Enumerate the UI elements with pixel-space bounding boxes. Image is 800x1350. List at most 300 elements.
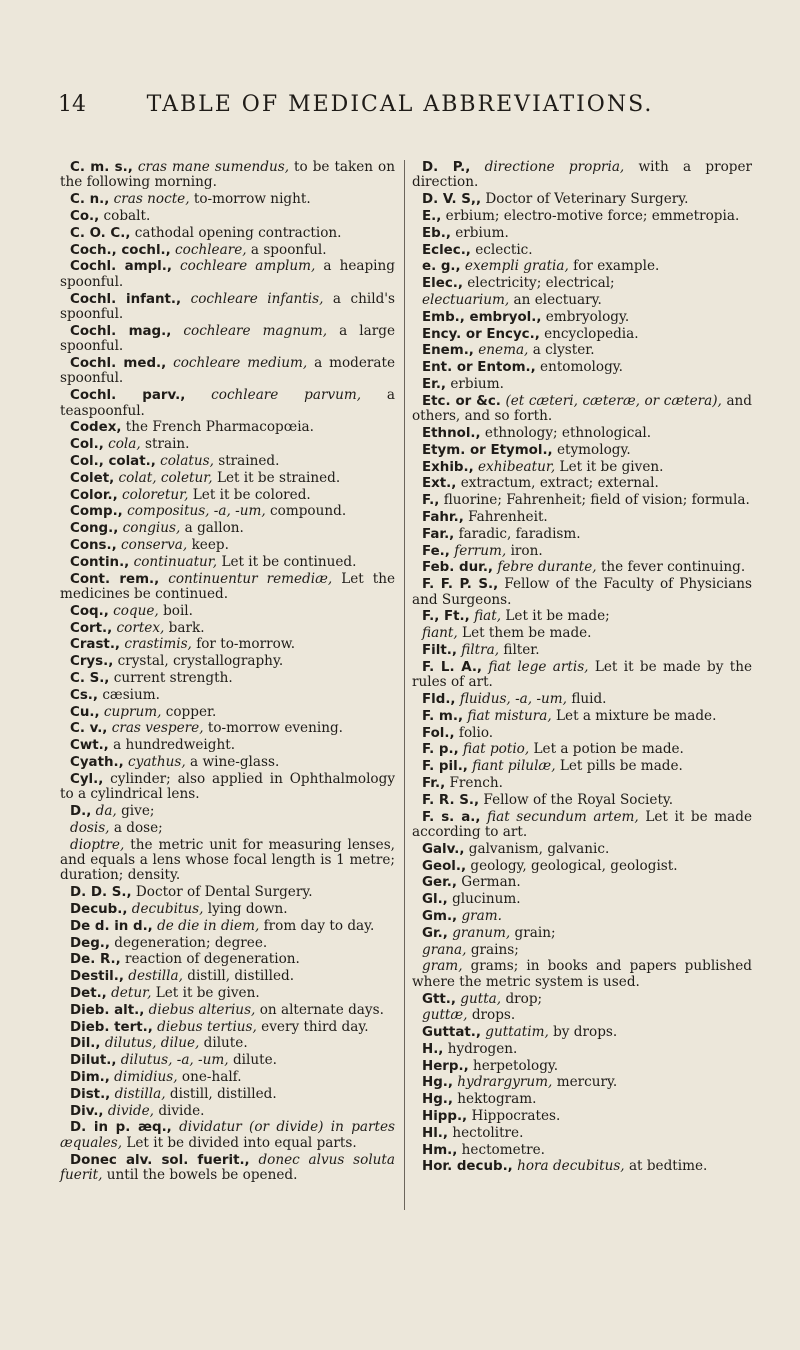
abbreviation-entry [412,360,752,375]
latin-term: febre durante, [497,559,597,576]
abbreviation: Crys., [70,654,114,670]
abbreviation: F., Ft., [422,609,470,625]
abbreviation: Cwt., [70,738,109,754]
abbreviation-entry [412,875,752,890]
meaning-text: Let them be made. [462,625,592,642]
abbreviation-entry [60,488,395,503]
latin-term: dividatur (or divide) in partes æquales, [60,1119,395,1151]
latin-term: electuarium, [422,291,510,308]
meaning-text: Let the medicines be continued. [60,570,396,602]
meaning-text: a child's spoonful. [60,290,395,322]
meaning-text: hydrogen. [447,1040,518,1057]
abbreviation-entry [60,688,395,703]
meaning-text: Fellow of the Royal Society. [483,791,674,808]
meaning-text: iron. [510,542,543,559]
meaning-text: the French Pharmacopœia. [125,419,314,436]
abbreviation: Fe., [422,543,450,559]
latin-term: cras vespere, [111,720,204,737]
latin-term: detur, [111,984,152,1001]
abbreviation-entry [60,705,395,720]
abbreviation-entry [60,969,395,984]
abbreviation-entry [412,443,752,458]
abbreviation-entry [60,1003,395,1018]
meaning-text: a dose; [113,819,163,836]
latin-term: cochleare parvum, [211,387,362,404]
meaning-text: by drops. [553,1024,618,1041]
abbreviation: D. V. S,, [422,192,482,208]
abbreviation: Cyath., [70,754,124,770]
abbreviation: De. R., [70,952,121,968]
latin-term: de die in diem, [157,917,260,934]
abbreviation-entry [60,1053,395,1068]
meaning-text: grains; [470,941,519,958]
meaning-text: Fellow of the Faculty of Physicians and Surgeons. [412,576,752,608]
abbreviation: D., [70,803,92,819]
abbreviation-entry [412,759,752,774]
right-column [412,160,752,1176]
abbreviation: Gr., [422,925,448,941]
meaning-text: Let it be made; [505,608,610,625]
abbreviation-entry [412,742,752,757]
abbreviation: Etc. or &c. [422,393,501,409]
latin-term: diebus tertius, [157,1018,257,1035]
meaning-text: erbium; electro-motive force; emmetropia. [445,208,740,224]
meaning-text: at bedtime. [628,1158,708,1175]
meaning-text: French. [449,774,503,791]
abbreviation-entry [412,626,752,641]
latin-term: enema, [478,342,529,359]
abbreviation: Contin., [70,554,130,570]
abbreviation-entry [412,1143,752,1158]
meaning-text: Let it be given. [155,984,260,1001]
abbreviation-entry [412,776,752,791]
abbreviation-entry [412,842,752,857]
meaning-text: Let it be strained. [216,469,341,486]
abbreviation: Codex, [70,420,122,436]
abbreviation: Dist., [70,1086,111,1102]
abbreviation: Coch., cochl., [70,242,171,258]
meaning-text: Let it be made by the rules of art. [412,658,752,691]
abbreviation: Hl., [422,1125,448,1141]
meaning-text: filter. [503,641,540,658]
meaning-text: eclectic. [475,241,533,258]
abbreviation: Cochl. parv., [70,388,186,404]
abbreviation-entry [60,555,395,570]
meaning-text: fluorine; Fahrenheit; field of vision; formula. [443,492,750,509]
meaning-text: compound. [270,503,347,520]
abbreviation-entry [412,859,752,874]
meaning-text: a teaspoonful. [60,387,395,419]
abbreviation: Colet, [70,470,115,486]
abbreviation-entry [412,1109,752,1124]
meaning-text: hectolitre. [452,1124,524,1141]
meaning-text: reaction of degeneration. [125,951,300,968]
latin-term: dioptre, [70,836,125,853]
abbreviation: Emb., embryol., [422,309,542,325]
abbreviation: F. F. P. S., [422,577,499,593]
abbreviation-entry [412,560,752,575]
abbreviation-entry [412,527,752,542]
latin-term: cochleare, [175,241,247,258]
latin-term: cuprum, [103,703,162,720]
latin-term: ferrum, [454,542,507,559]
abbreviation: Gm., [422,908,458,924]
meaning-text: electricity; electrical; [467,275,615,292]
abbreviation: Fld., [422,691,456,707]
meaning-text: the metric unit for measuring lenses, and equals a lens whose focal length is 1 metre; duration; density. [60,836,396,884]
abbreviation-entry [60,226,395,241]
abbreviation: Eb., [422,225,451,241]
latin-term: colat, coletur, [118,469,213,486]
abbreviation-entry [412,544,752,559]
meaning-text: bark. [168,619,205,636]
abbreviation: F. p., [422,742,459,758]
meaning-text: for example. [573,258,660,275]
abbreviation: Hg., [422,1075,453,1091]
abbreviation-entry [412,192,752,207]
abbreviation-entry [60,521,395,536]
latin-term: cyathus, [128,753,186,770]
abbreviation-entry [60,471,395,486]
abbreviation: Cons., [70,537,117,553]
abbreviation-entry [60,721,395,736]
meaning-text: Doctor of Veterinary Surgery. [485,191,689,208]
latin-term: coque, [113,602,159,619]
abbreviation-entry [412,1092,752,1107]
abbreviation: Dim., [70,1069,110,1085]
abbreviation: D. P., [422,160,471,175]
meaning-text: divide. [158,1102,205,1119]
abbreviation: Decub., [70,901,128,917]
abbreviation: Donec alv. sol. fuerit., [70,1152,250,1168]
abbreviation-entry [412,493,752,508]
latin-term: exhibeatur, [478,458,556,475]
latin-term: destilla, [128,968,183,985]
abbreviation: Cs., [70,687,98,703]
abbreviation-entry [412,959,752,990]
latin-term: distilla, [114,1085,166,1102]
meaning-text: German. [461,874,521,891]
abbreviation: Dieb. alt., [70,1002,145,1018]
meaning-text: glucinum. [452,891,521,908]
abbreviation: Hm., [422,1142,458,1158]
abbreviation-entry [412,810,752,841]
abbreviation-entry [412,259,752,274]
meaning-text: dilute. [203,1035,248,1052]
column-divider [404,160,405,1210]
abbreviation: H., [422,1041,444,1057]
abbreviation-entry [60,356,395,387]
abbreviation-entry [60,772,395,803]
latin-term: cochleare magnum, [183,322,328,339]
abbreviation: e. g., [422,259,461,275]
abbreviation-entry [60,538,395,553]
latin-term: divide, [107,1102,154,1119]
latin-term: decubitus, [131,900,204,917]
abbreviation: Co., [70,209,100,224]
abbreviation: Coq., [70,603,109,619]
meaning-text: dilute. [232,1052,277,1069]
abbreviation-entry [60,259,395,290]
latin-term: cochleare amplum, [180,258,316,275]
abbreviation-entry [60,902,395,917]
abbreviation: Hipp., [422,1109,468,1125]
abbreviation-entry [412,793,752,808]
latin-term: cochleare infantis, [190,290,324,307]
meaning-text: a large spoonful. [60,322,395,355]
abbreviation-entry [60,160,395,191]
latin-term: fiat potio, [463,741,530,758]
meaning-text: extractum, extract; external. [460,475,659,492]
abbreviation: Hor. decub., [422,1159,513,1175]
latin-term: (et cæteri, cæteræ, or cætera), [505,392,722,409]
meaning-text: hektogram. [457,1091,537,1108]
abbreviation-entry [412,1075,752,1090]
abbreviation-entry [60,192,395,207]
meaning-text: for to-morrow. [196,636,296,653]
abbreviation-entry [412,892,752,907]
abbreviation-entry [60,292,395,323]
abbreviation-entry [60,1153,395,1184]
left-column [60,160,395,1185]
abbreviation: Gl., [422,892,448,908]
abbreviation: Ext., [422,476,457,492]
abbreviation-entry [412,992,752,1007]
latin-term: fiat, [474,608,502,625]
abbreviation: Crast., [70,637,121,653]
meaning-text: copper. [165,703,217,720]
meaning-text: Let it be colored. [192,486,311,503]
abbreviation: Herp., [422,1058,469,1074]
abbreviation: Ger., [422,875,457,891]
abbreviation-entry [60,738,395,753]
latin-term: continuatur, [133,553,218,570]
meaning-text: Let it be continued. [221,553,357,570]
abbreviation: Enem., [422,343,474,359]
abbreviation-entry [60,936,395,951]
latin-term: dilutus, dilue, [104,1035,200,1052]
meaning-text: Let pills be made. [559,758,683,775]
abbreviation: F., [422,493,440,509]
meaning-text: strained. [218,453,280,469]
abbreviation: Far., [422,526,455,542]
abbreviation: Comp., [70,504,123,520]
meaning-text: degeneration; degree. [114,934,268,951]
abbreviation-entry [60,1087,395,1102]
abbreviation: D. in p. æq., [70,1120,172,1136]
abbreviation-entry [412,909,752,924]
abbreviation: Deg., [70,935,110,951]
latin-term: fiant, [422,625,458,642]
meaning-text: Let a potion be made. [533,741,684,758]
abbreviation: D. D. S., [70,885,132,901]
abbreviation: F. s. a., [422,809,481,825]
meaning-text: drops. [471,1007,516,1024]
meaning-text: with a proper direction. [412,159,752,191]
latin-term: diebus alterius, [148,1001,256,1018]
latin-term: cochleare medium, [173,355,308,371]
latin-term: colatus, [160,453,214,469]
meaning-text: cæsium. [102,686,160,703]
abbreviation: Col., [70,437,104,453]
abbreviation: C. O. C., [70,225,131,241]
abbreviation: De d. in d., [70,918,153,934]
latin-term: grana, [422,941,467,958]
abbreviation: Ethnol., [422,425,481,441]
abbreviation-entry [60,324,395,355]
abbreviation: Exhib., [422,459,474,475]
latin-term: cortex, [116,619,165,636]
meaning-text: encyclopedia. [544,325,639,342]
abbreviation: Cong., [70,521,119,537]
abbreviation-entry [412,1042,752,1057]
page-header [40,92,760,122]
abbreviation-entry [412,943,752,958]
abbreviation: Div., [70,1103,104,1119]
abbreviation: Cochl. med., [70,356,167,371]
meaning-text: on alternate days. [259,1001,384,1018]
meaning-text: galvanism, galvanic. [468,840,610,857]
latin-term: filtra, [461,641,500,658]
latin-term: guttæ, [422,1007,468,1024]
abbreviation: Color., [70,487,118,503]
abbreviation: Elec., [422,276,463,292]
abbreviation: Cyl., [70,771,104,787]
latin-term: donec alvus soluta fuerit, [60,1151,395,1183]
meaning-text: the fever continuing. [600,559,746,576]
latin-term: directione propria, [484,159,625,175]
abbreviation: Ent. or Entom., [422,360,536,376]
meaning-text: an electuary. [513,291,602,308]
latin-term: fiant pilulæ, [472,758,556,775]
abbreviation-entry [412,293,752,308]
abbreviation-entry [412,1059,752,1074]
meaning-text: one-half. [181,1068,242,1085]
page-number: 14 [58,92,86,117]
meaning-text: Let it be given. [559,458,664,475]
latin-term: hora decubitus, [517,1158,625,1175]
abbreviation-entry [60,986,395,1001]
abbreviation: Geol., [422,858,467,874]
latin-term: congius, [122,520,181,537]
meaning-text: drop; [505,990,543,1007]
meaning-text: cathodal opening contraction. [134,224,342,241]
meaning-text: a spoonful. [250,241,327,258]
abbreviation-entry [412,1008,752,1023]
meaning-text: Let a mixture be made. [556,707,717,724]
meaning-text: Hippocrates. [471,1108,561,1125]
abbreviation-entry [60,1070,395,1085]
abbreviation: Gtt., [422,991,456,1007]
abbreviation-entry [60,1036,395,1051]
latin-term: coloretur, [122,486,189,503]
abbreviation-entry [412,226,752,241]
meaning-text: a hundredweight. [113,737,236,754]
abbreviation-entry [412,394,752,425]
abbreviation-entry [60,838,395,884]
abbreviation-entry [60,671,395,686]
abbreviation: Cu., [70,704,100,720]
latin-term: fiat lege artis, [488,658,589,675]
abbreviation-entry [60,604,395,619]
abbreviation: Er., [422,376,447,392]
abbreviation: Eclec., [422,242,471,258]
abbreviation-entry [60,1120,395,1151]
latin-term: conserva, [121,536,188,553]
abbreviation: Det., [70,985,107,1001]
meaning-text: to-morrow night. [193,191,311,208]
abbreviation: Cochl. mag., [70,323,172,339]
abbreviation-entry [412,426,752,441]
abbreviation: F. m., [422,708,464,724]
latin-term: hydrargyrum, [457,1074,553,1091]
abbreviation-entry [412,1025,752,1040]
abbreviation: Hg., [422,1092,453,1108]
abbreviation: Guttat., [422,1025,481,1041]
abbreviation: Fr., [422,775,446,791]
meaning-text: entomology. [540,359,623,376]
abbreviation-entry [60,454,395,469]
abbreviation-entry [60,804,395,819]
meaning-text: Doctor of Dental Surgery. [135,884,313,901]
abbreviation-entry [412,726,752,741]
abbreviation: Fahr., [422,509,464,525]
meaning-text: lying down. [207,900,288,917]
abbreviation-entry [60,209,395,224]
abbreviation-entry [60,1020,395,1035]
latin-term: guttatim, [485,1024,549,1041]
meaning-text: a gallon. [184,520,244,537]
latin-term: continuentur remediæ, [168,570,333,587]
latin-term: gutta, [460,990,502,1007]
latin-term: dimidius, [114,1068,178,1085]
latin-term: gram. [461,907,502,924]
abbreviation-entry [412,660,752,691]
meaning-text: ethnology; ethnological. [484,424,652,441]
meaning-text: distill, distilled. [169,1085,277,1102]
abbreviation-entry [412,692,752,707]
meaning-text: a moderate spoonful. [60,355,396,387]
abbreviation: Dieb. tert., [70,1019,153,1035]
abbreviation-entry [60,437,395,452]
latin-term: dosis, [70,819,110,836]
abbreviation: F. R. S., [422,792,480,808]
abbreviation-entry [412,243,752,258]
abbreviation-entry [60,821,395,836]
meaning-text: to be taken on the following morning. [60,159,395,191]
abbreviation-entry [60,919,395,934]
abbreviation: Feb. dur., [422,560,494,576]
latin-term: cola, [108,436,141,453]
meaning-text: boil. [163,602,193,619]
meaning-text: give; [121,802,155,819]
latin-term: fluidus, -a, -um, [459,690,567,707]
abbreviation: Fol., [422,725,455,741]
meaning-text: erbium. [455,224,509,241]
meaning-text: to-morrow evening. [207,720,343,737]
abbreviation-entry [412,926,752,941]
abbreviation-entry [60,388,395,419]
abbreviation: Col., colat., [70,454,156,469]
meaning-text: Let it be divided into equal parts. [126,1134,357,1151]
abbreviation: Cort., [70,620,113,636]
meaning-text: a clyster. [532,342,595,359]
meaning-text: cylinder; also applied in Ophthalmology to a cylindrical lens. [60,770,395,803]
running-title: TABLE OF MEDICAL ABBREVIATIONS. [146,92,654,117]
abbreviation-entry [412,460,752,475]
meaning-text: a heaping spoonful. [60,258,395,290]
abbreviation-entry [60,420,395,435]
